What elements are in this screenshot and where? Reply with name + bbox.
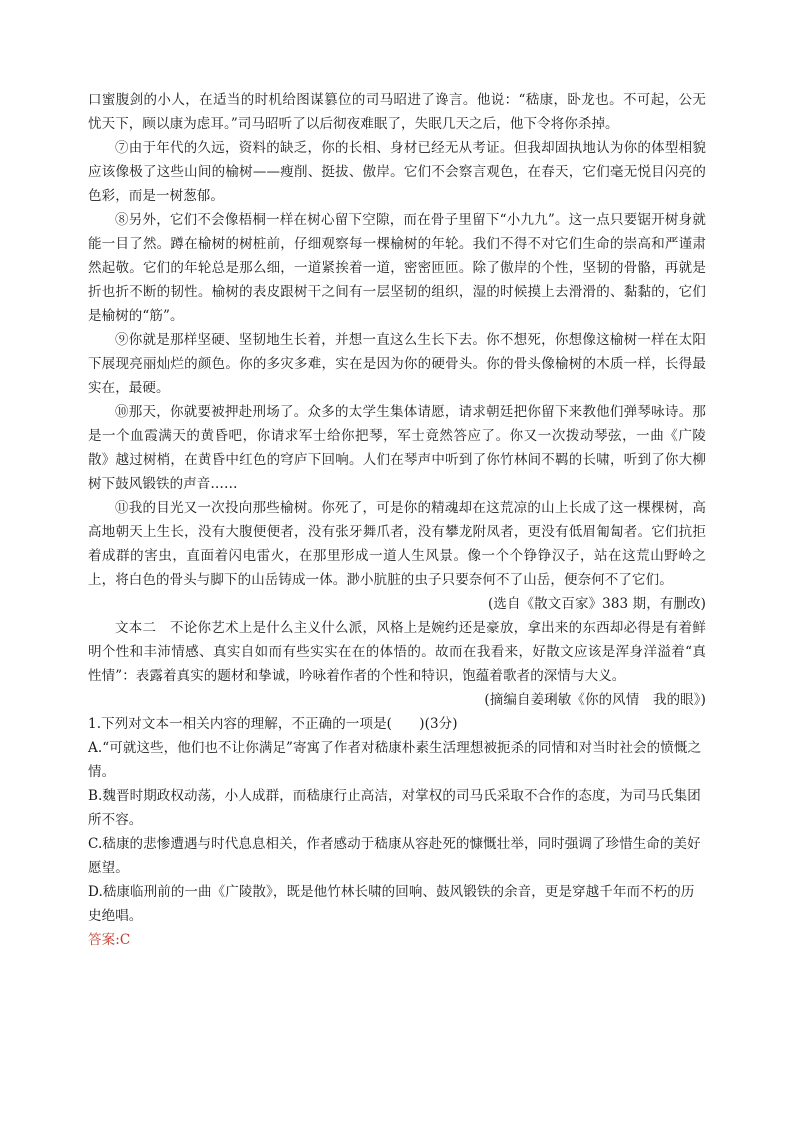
text-one-source: (选自《散文百家》383 期，有删改) [488,596,706,612]
paragraph-10: ⑩那天，你就要被押赴刑场了。众多的太学生集体请愿，请求朝廷把你留下来教他们弹琴咏诗。那是一个血霞满天的黄昏吧，你请求军士给你把琴，军士竟然答应了。你又一次拨动琴弦，一曲《广陵散》越过树梢，在黄昏中红色的穹庐下回响。人们在琴声中听到了你竹林间不羁的长啸，听到了你大柳树下鼓风锻铁的声音…… [88,404,706,492]
option-c: C.嵇康的悲惨遭遇与时代息息相关，作者感动于嵇康从容赴死的慷慨壮举，同时强调了珍惜生命的美好愿望。 [88,836,701,876]
text-one-body [88,88,706,952]
answer: 答案:C [88,932,131,948]
option-d: D.嵇康临刑前的一曲《广陵散》，既是他竹林长啸的回响、鼓风锻铁的余音，更是穿越千年而不朽的历史绝唱。 [88,884,695,924]
paragraph-11: ⑪我的目光又一次投向那些榆树。你死了，可是你的精魂却在这荒凉的山上长成了这一棵棵树，高高地朝天上生长，没有大腹便便者，没有张牙舞爪者，没有攀龙附凤者，更没有低眉匍匐者。它们抗拒着成群的害虫，直面着闪电雷火，在那里形成一道人生风景。像一个个铮铮汉子，站在这荒山野岭之上，将白色的骨头与脚下的山岳铸成一体。渺小肮脏的虫子只要奈何不了山岳，便奈何不了它们。 [88,500,706,588]
paragraph-8: ⑧另外，它们不会像梧桐一样在树心留下空隙，而在骨子里留下“小九九”。这一点只要锯开树身就能一目了然。蹲在榆树的树桩前，仔细观察每一棵榆树的年轮。我们不得不对它们生命的崇高和严谨肃然起敬。它们的年轮总是那么细，一道紧挨着一道，密密匝匝。除了傲岸的个性，坚韧的骨骼，再就是折也折不断的韧性。榆树的表皮跟树干之间有一层坚韧的组织，湿的时候摸上去滑滑的、黏黏的，它们是榆树的“筋”。 [88,212,706,324]
option-b: B.魏晋时期政权动荡，小人成群，而嵇康行止高洁，对掌权的司马氏采取不合作的态度，为司马氏集团所不容。 [88,788,701,828]
text-two-body: 文本二 不论你艺术上是什么主义什么派，风格上是婉约还是豪放，拿出来的东西却必得是有着鲜明个性和丰沛情感、真实自如而有些实实在在的体悟的。故而在我看来，好散文应该是浑身洋溢着“真性情”：表露着真实的题材和挚诚，吟咏着作者的个性和特识，饱蕴着歌者的深情与大义。 [88,620,706,684]
option-a: A.“可就这些，他们也不让你满足”寄寓了作者对嵇康朴素生活理想被扼杀的同情和对当时社会的愤慨之情。 [88,740,702,780]
paragraph-intro: 口蜜腹剑的小人，在适当的时机给图谋篡位的司马昭进了谗言。他说：“嵇康，卧龙也。不可起，公无忧天下，顾以康为虑耳。”司马昭听了以后彻夜难眠了，失眠几天之后，他下令将你杀掉。 [88,92,706,132]
paragraph-7: ⑦由于年代的久远，资料的缺乏，你的长相、身材已经无从考证。但我却固执地认为你的体型相貌应该像极了这些山间的榆树——瘦削、挺拔、傲岸。它们不会察言观色，在春天，它们毫无悦目闪亮的色彩，而是一树葱郁。 [88,140,706,204]
question-stem: 1.下列对文本一相关内容的理解，不正确的一项是( )(3分) [88,716,458,732]
text-two-source: (摘编自姜琍敏《你的风情 我的眼》) [484,692,706,708]
paragraph-9: ⑨你就是那样坚硬、坚韧地生长着，并想一直这么生长下去。你不想死，你想像这榆树一样在太阳下展现亮丽灿烂的颜色。你的多灾多难，实在是因为你的硬骨头。你的骨头像榆树的木质一样，长得最实在，最硬。 [88,332,706,396]
